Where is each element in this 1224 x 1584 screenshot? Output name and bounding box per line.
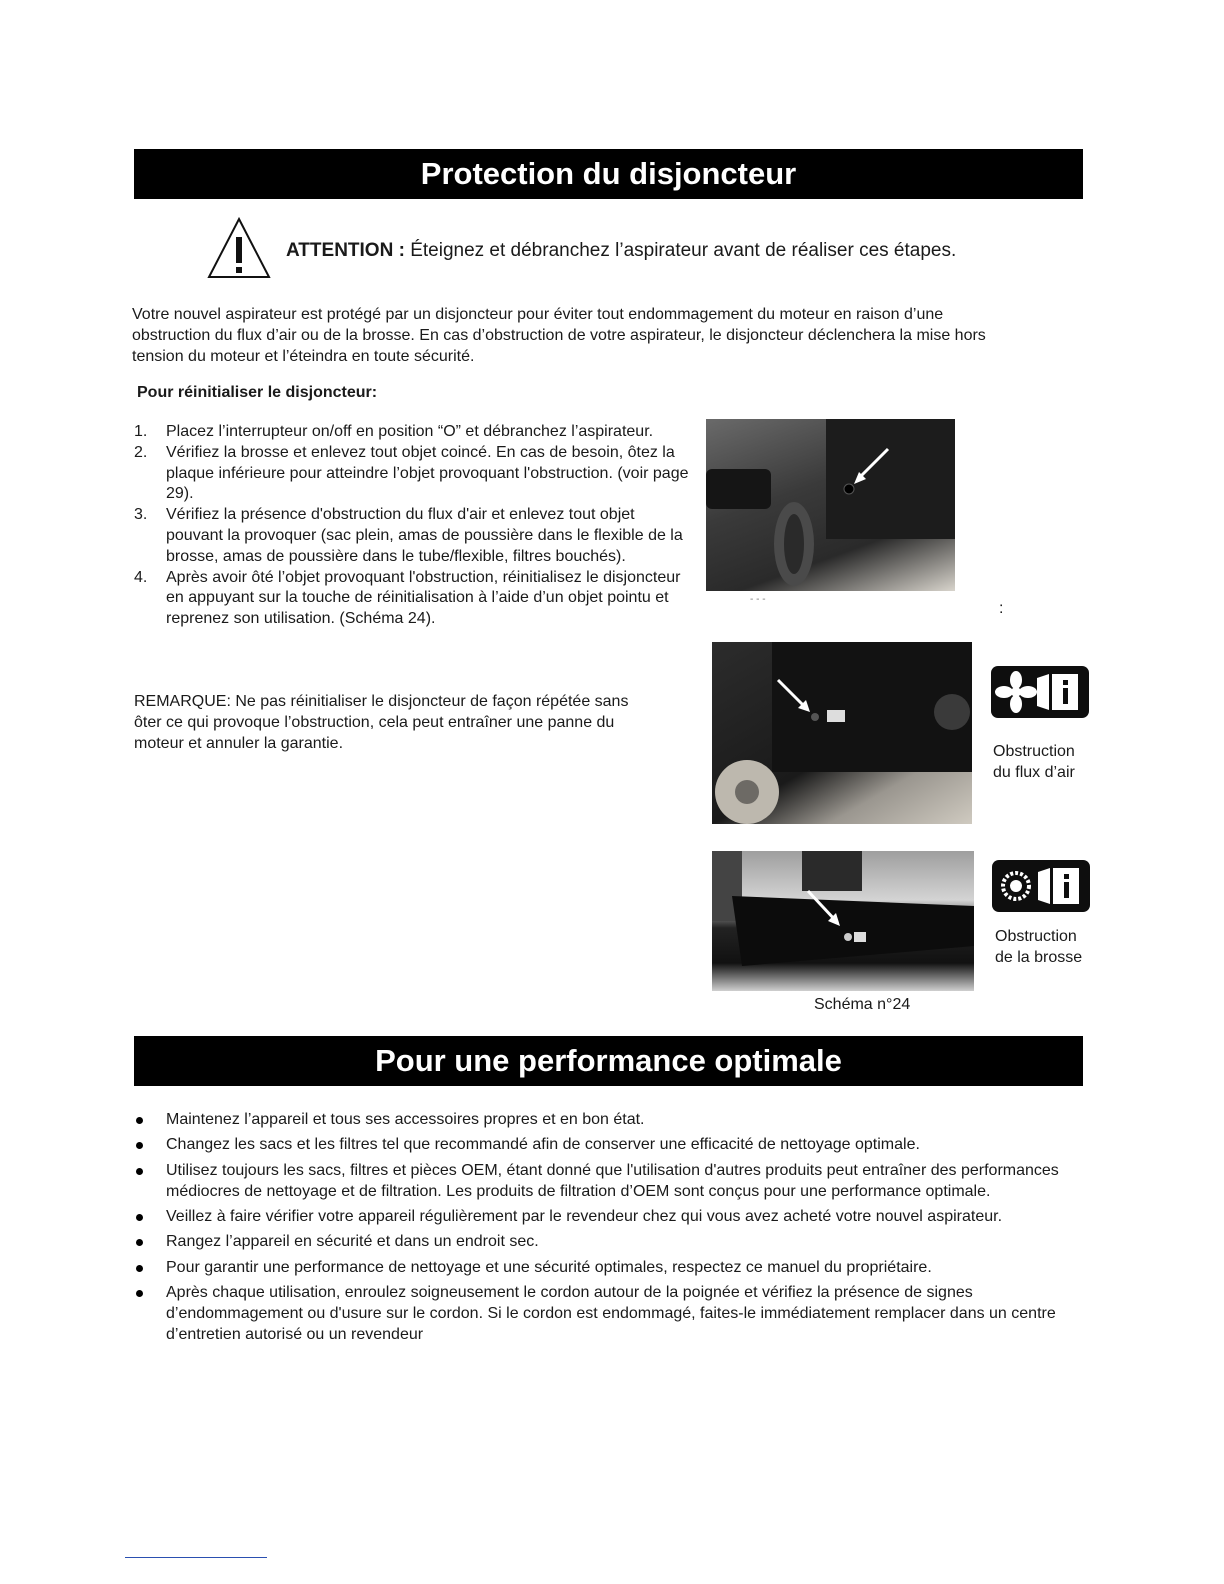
list-item: Maintenez l’appareil et tous ses accessoires propres et en bon état. — [134, 1110, 1074, 1131]
list-item: Rangez l’appareil en sécurité et dans un endroit sec. — [134, 1232, 1074, 1253]
bullet-icon — [136, 1239, 143, 1246]
list-item: Pour garantir une performance de nettoyage et une sécurité optimales, respectez ce manuel du propriétaire. — [134, 1258, 1074, 1279]
list-item: Changez les sacs et les filtres tel que recommandé afin de conserver une efficacité de nettoyage optimale. — [134, 1135, 1074, 1156]
list-item: Après chaque utilisation, enroulez soigneusement le cordon autour de la poignée et vérifiez la présence de signes d’endommagement ou d'usure sur le cordon. Si le cordon est endommagé, faites-le immédiatement remplacer dans un centre d’entretien autorisé ou un revendeur — [134, 1283, 1074, 1345]
step-item: 2. Vérifiez la brosse et enlevez tout objet coincé. En cas de besoin, ôtez la plaque inférieure pour atteindre l’objet provoquant l'obstruction. (voir page 29). — [134, 443, 689, 503]
bullet-icon — [136, 1214, 143, 1221]
step-item: 1. Placez l’interrupteur on/off en position “O” et débranchez l’aspirateur. — [134, 423, 654, 440]
brush-info-icon — [992, 860, 1090, 912]
caption-brush-obstruction: Obstruction de la brosse — [995, 928, 1083, 966]
schema-label: Schéma n°24 — [814, 996, 911, 1013]
fan-info-icon — [991, 666, 1089, 718]
reset-subheading: Pour réinitialiser le disjoncteur: — [137, 384, 378, 401]
attention-notice — [286, 240, 956, 262]
stray-colon: : — [999, 600, 1004, 617]
vacuum-photo-airflow-reset — [712, 642, 972, 824]
remark-note: REMARQUE: Ne pas réinitialiser le disjoncteur de façon répétée sans ôter ce qui provoque l’obstruction, cela peut entraîner une panne du moteur et annuler la garantie. — [134, 693, 629, 752]
intro-paragraph: Votre nouvel aspirateur est protégé par un disjoncteur pour éviter tout endommagement du moteur en raison d’une obstruction du flux d’air ou de la brosse. En cas d’obstruction de votre aspirateur, le disjoncteur déclenchera la mise hors tension du moteur et l’éteindra en toute sécurité. — [132, 306, 986, 365]
list-item: Veillez à faire vérifier votre appareil régulièrement par le revendeur chez qui vous avez acheté votre nouvel aspirateur. — [134, 1207, 1074, 1228]
step-item: 4. Après avoir ôté l’objet provoquant l'obstruction, réinitialisez le disjoncteur en appuyant sur la touche de réinitialisation à l’aide d’un objet pointu et reprenez son utilisation. (Schéma 24). — [134, 568, 681, 628]
list-item: Utilisez toujours les sacs, filtres et pièces OEM, étant donné que l'utilisation d'autres produits peut entraîner des performances médiocres de nettoyage et de filtration. Les produits de filtration d’OEM sont conçus pour une performance optimale. — [134, 1161, 1074, 1203]
section-title-optimal-performance: Pour une performance optimale — [134, 1036, 1083, 1086]
bullet-icon — [136, 1168, 143, 1175]
caption-airflow-obstruction: Obstruction du flux d’air — [993, 743, 1075, 781]
bullet-icon — [136, 1290, 143, 1297]
vacuum-photo-brush-reset — [712, 851, 974, 991]
attention-text: Éteignez et débranchez l’aspirateur avant de réaliser ces étapes. — [410, 240, 957, 261]
attention-label: ATTENTION : — [286, 240, 405, 261]
bullet-icon — [136, 1142, 143, 1149]
bullet-icon — [136, 1117, 143, 1124]
step-item: 3. Vérifiez la présence d'obstruction du flux d'air et enlevez tout objet pouvant la provoquer (sac plein, amas de poussière dans le flexible de la brosse, amas de poussière dans le tube/flexible, filtres bouchés). — [134, 506, 683, 565]
warning-triangle-icon — [206, 215, 272, 281]
vacuum-photo-reset-button — [706, 419, 955, 591]
section-title-circuit-breaker: Protection du disjoncteur — [134, 149, 1083, 199]
stray-dashes: - - - — [750, 594, 766, 605]
bullet-icon — [136, 1265, 143, 1272]
reset-steps-list — [134, 422, 694, 630]
performance-tips-list — [134, 1110, 1074, 1350]
footer-divider — [125, 1557, 267, 1558]
